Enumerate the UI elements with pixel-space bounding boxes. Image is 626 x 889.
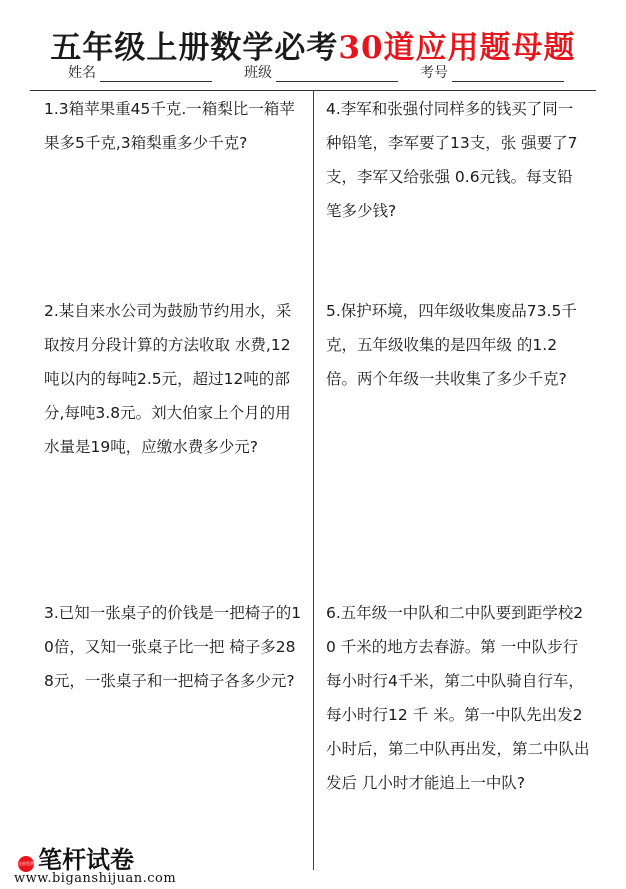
exam-no-field[interactable] [420,62,564,82]
brand-name: 笔杆试卷 [38,845,134,874]
question-5: 5.保护环境，四年级收集废品73.5千克，五年级收集的是四年级 的1.2倍。两个年级一共收集了多少千克? [326,302,577,388]
question-4: 4.李军和张强付同样多的钱买了同一种铅笔，李军要了13支，张 强要了7支，李军又给张强 0.6元钱。每支铅笔多少钱? [326,100,578,220]
class-underline[interactable] [276,64,398,82]
page-title [0,22,626,67]
question-2: 2.某自来水公司为鼓励节约用水，采取按月分段计算的方法收取 水费,12吨以内的每吨2.5元，超过12吨的部分,每吨3.8元。刘大伯家上个月的用水量是19吨，应缴水费多少元? [44,302,292,456]
question-1: 1.3箱苹果重45千克.一箱梨比一箱苹果多5千克,3箱梨重多少千克? [44,100,295,152]
exam-no-underline[interactable] [452,64,564,82]
question-3: 3.已知一张桌子的价钱是一把椅子的10倍，又知一张桌子比一把 椅子多288元，一张桌子和一把椅子各多少元? [44,604,302,690]
name-underline[interactable] [100,64,212,82]
class-label: 班级 [244,65,272,81]
exam-no-label: 考号 [420,65,448,81]
class-field[interactable] [244,62,398,82]
question-6: 6.五年级一中队和二中队要到距学校20 千米的地方去春游。第 一中队步行每小时行4千米，第二中队骑自行车，每小时行12 千 米。第一中队先出发2小时后，第二中队再出发，第二中队出发后 几小时才能追上一中队? [326,604,590,792]
free-badge-icon: 全部免费 [18,856,34,872]
title-accent: 30道应用题母题 [338,30,576,66]
name-field[interactable] [68,62,212,82]
column-divider [313,90,314,870]
student-info-row [0,62,626,86]
title-main: 五年级上册数学必考 [50,30,339,66]
name-label: 姓名 [68,65,96,81]
publisher-logo [14,840,177,888]
brand-url: www.biganshijuan.com [14,871,177,886]
